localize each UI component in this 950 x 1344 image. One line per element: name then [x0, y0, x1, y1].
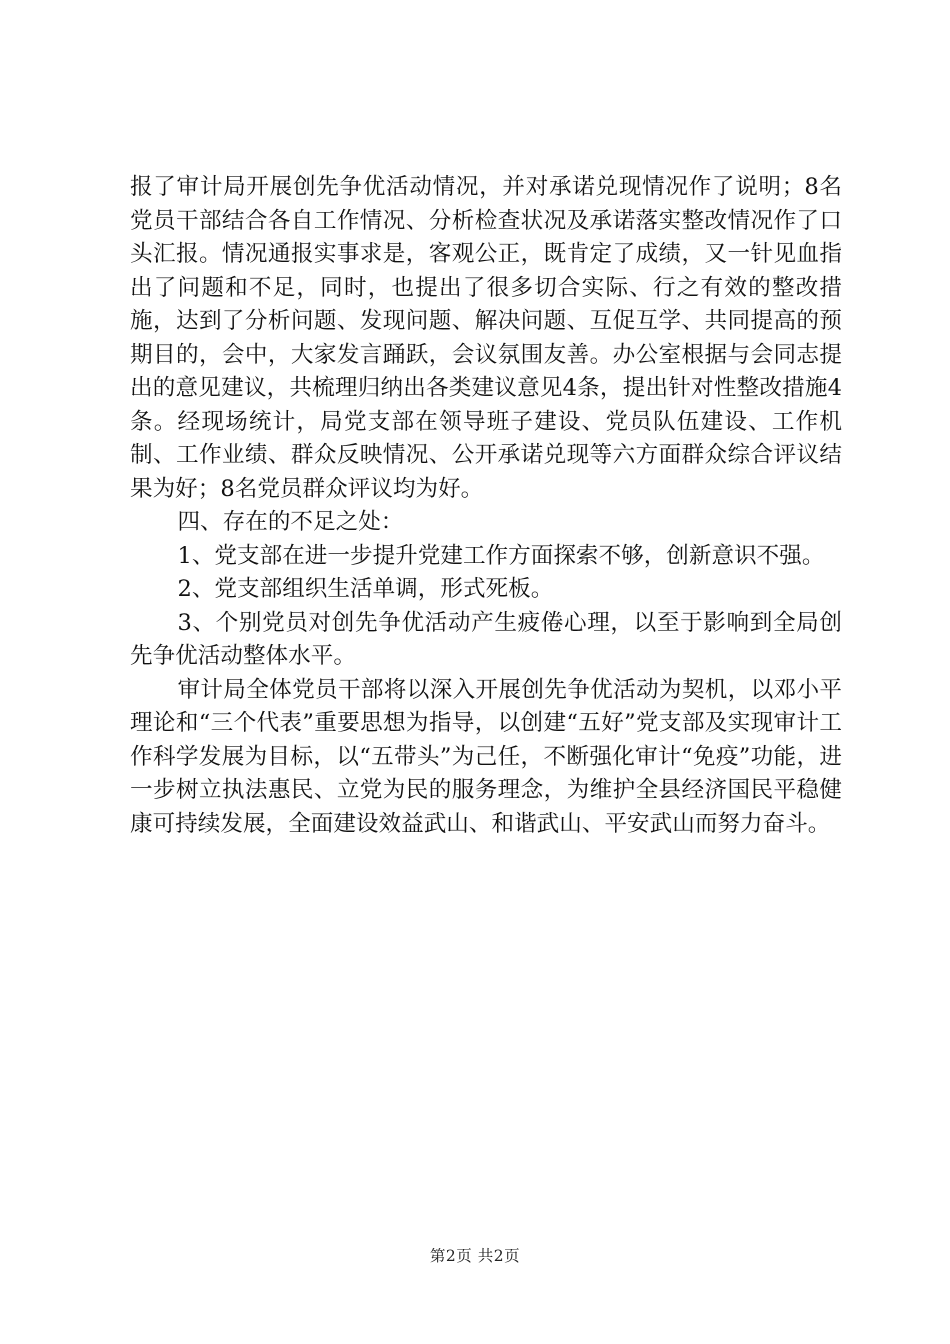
- page-number-footer: 第2页 共2页: [429, 1247, 521, 1265]
- list-item-shortcoming-3: 3、个别党员对创先争优活动产生疲倦心理，以至于影响到全局创先争优活动整体水平。: [130, 609, 842, 669]
- paragraph-conclusion: 审计局全体党员干部将以深入开展创先争优活动为契机，以邓小平理论和“三个代表”重要思想为指导，以创建“五好”党支部及实现审计工作科学发展为目标，以“五带头”为己任，不断强化审计“免疫”功能，进一步树立执法惠民、立党为民的服务理念，为维护全县经济国民平稳健康可持续发展，全面建设效益武山、和谐武山、平安武山而努力奋斗。: [130, 676, 842, 837]
- list-item-shortcoming-2: 2、党支部组织生活单调，形式死板。: [177, 576, 554, 602]
- paragraph-report-summary: 报了审计局开展创先争优活动情况，并对承诺兑现情况作了说明；8名党员干部结合各自工作情况、分析检查状况及承诺落实整改情况作了口头汇报。情况通报实事求是，客观公正，既肯定了成绩，又一针见血指出了问题和不足，同时，也提出了很多切合实际、行之有效的整改措施，达到了分析问题、发现问题、解决问题、互促互学、共同提高的预期目的，会中，大家发言踊跃，会议氛围友善。办公室根据与会同志提出的意见建议，共梳理归纳出各类建议意见4条，提出针对性整改措施4条。经现场统计，局党支部在领导班子建设、党员队伍建设、工作机制、工作业绩、群众反映情况、公开承诺兑现等六方面群众综合评议结果为好；8名党员群众评议均为好。: [130, 174, 842, 502]
- document-body: [130, 171, 842, 841]
- list-item-shortcoming-1: 1、党支部在进一步提升党建工作方面探索不够，创新意识不强。: [177, 542, 825, 569]
- section-heading-shortcomings: 四、存在的不足之处：: [177, 509, 404, 535]
